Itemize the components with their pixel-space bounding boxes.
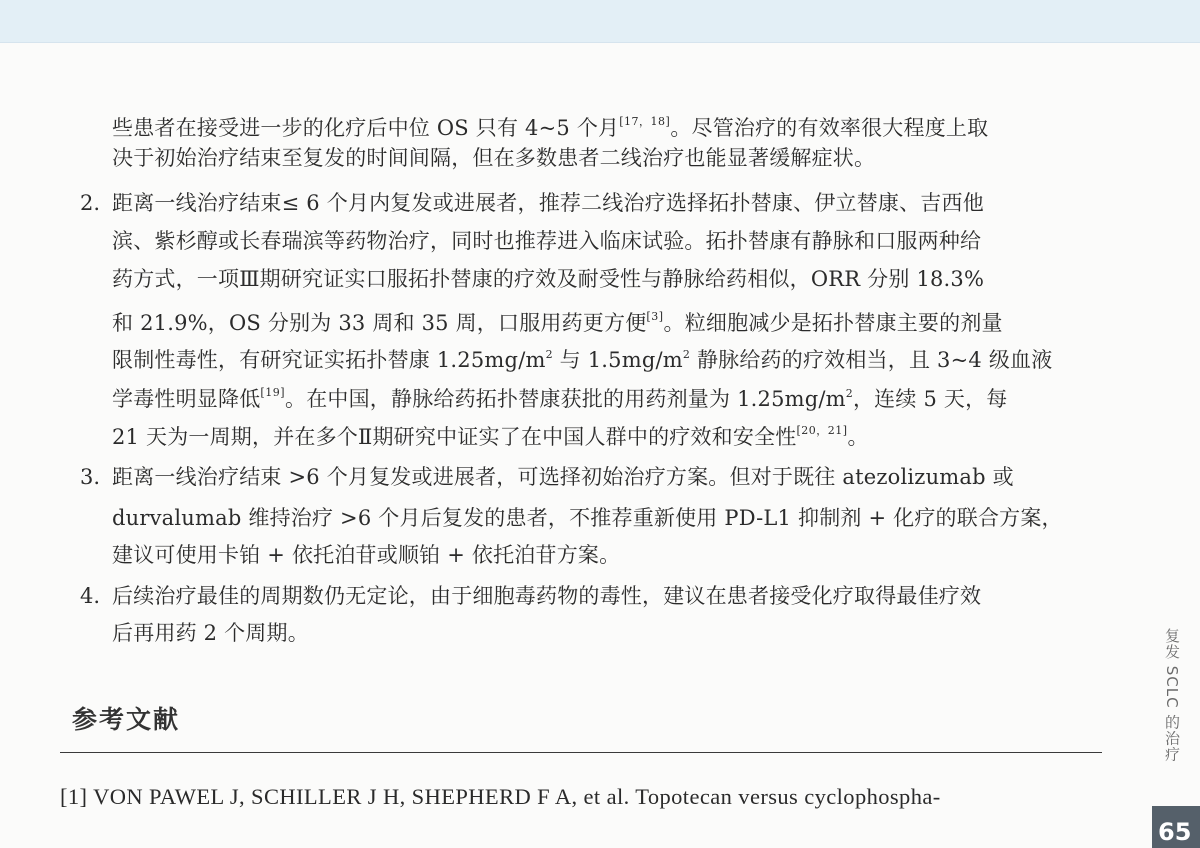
- citation: [19]: [260, 386, 285, 399]
- paragraph-line: [112, 340, 1052, 375]
- text-run: 与 1.5mg/m: [552, 348, 683, 372]
- page-number: 65: [1158, 818, 1192, 846]
- superscript: 2: [845, 387, 853, 400]
- paragraph-line: 距离一线治疗结束 >6 个月复发或进展者，可选择初始治疗方案。但对于既往 atezolizumab 或: [112, 465, 1014, 489]
- citation: [20，21]: [796, 424, 848, 437]
- text-run: 静脉给药的疗效相当，且 3~4 级血液: [690, 348, 1053, 372]
- section-divider: [60, 752, 1102, 753]
- paragraph-line: [112, 107, 988, 143]
- paragraph-line: 后续治疗最佳的周期数仍无定论，由于细胞毒药物的毒性，建议在患者接受化疗取得最佳疗效: [112, 584, 982, 608]
- paragraph-line: [112, 378, 1008, 414]
- citation: [3]: [646, 310, 664, 323]
- list-number: 3.: [80, 465, 101, 489]
- paragraph-line: 建议可使用卡铂 + 依托泊苷或顺铂 + 依托泊苷方案。: [112, 543, 621, 567]
- text-run: 。尽管治疗的有效率很大程度上取: [670, 116, 989, 140]
- reference-text: VON PAWEL J, SCHILLER J H, SHEPHERD F A, et al. Topotecan versus cyclophospha-: [93, 784, 941, 809]
- paragraph-line: 后再用药 2 个周期。: [112, 621, 309, 645]
- text-run: ，连续 5 天，每: [852, 387, 1008, 411]
- paragraph-line: 滨、紫杉醇或长春瑞滨等药物治疗，同时也推荐进入临床试验。拓扑替康有静脉和口服两种给: [112, 229, 982, 253]
- chapter-side-label: 复发 SCLC 的治疗: [1163, 628, 1181, 763]
- list-number: 2.: [80, 191, 101, 215]
- list-number: 4.: [80, 584, 101, 608]
- paragraph-line: 决于初始治疗结束至复发的时间间隔，但在多数患者二线治疗也能显著缓解症状。: [112, 146, 876, 170]
- text-run: 。粒细胞减少是拓扑替康主要的剂量: [663, 311, 1003, 335]
- references-heading: 参考文献: [72, 705, 181, 734]
- text-run: 些患者在接受进一步的化疗后中位 OS 只有 4~5 个月: [112, 116, 620, 140]
- text-run: 学毒性明显降低: [112, 387, 261, 411]
- paragraph-line: [112, 416, 869, 452]
- text-run: 。: [847, 425, 869, 449]
- superscript: 2: [545, 348, 553, 361]
- reference-entry: [60, 782, 941, 812]
- citation: [17，18]: [619, 115, 671, 128]
- paragraph-line: 距离一线治疗结束≤ 6 个月内复发或进展者，推荐二线治疗选择拓扑替康、伊立替康、吉西他: [112, 191, 984, 215]
- text-run: 21 天为一周期，并在多个Ⅱ期研究中证实了在中国人群中的疗效和安全性: [112, 425, 797, 449]
- paragraph-line: durvalumab 维持治疗 >6 个月后复发的患者，不推荐重新使用 PD-L1 抑制剂 + 化疗的联合方案，: [112, 506, 1063, 530]
- text-run: 。在中国，静脉给药拓扑替康获批的用药剂量为 1.25mg/m: [285, 387, 846, 411]
- text-run: 和 21.9%，OS 分别为 33 周和 35 周，口服用药更方便: [112, 311, 647, 335]
- text-run: 限制性毒性，有研究证实拓扑替康 1.25mg/m: [112, 348, 546, 372]
- superscript: 2: [682, 348, 691, 361]
- paragraph-line: 药方式，一项Ⅲ期研究证实口服拓扑替康的疗效及耐受性与静脉给药相似，ORR 分别 18.3%: [112, 267, 985, 291]
- paragraph-line: [112, 302, 1003, 338]
- reference-marker: [1]: [60, 784, 88, 809]
